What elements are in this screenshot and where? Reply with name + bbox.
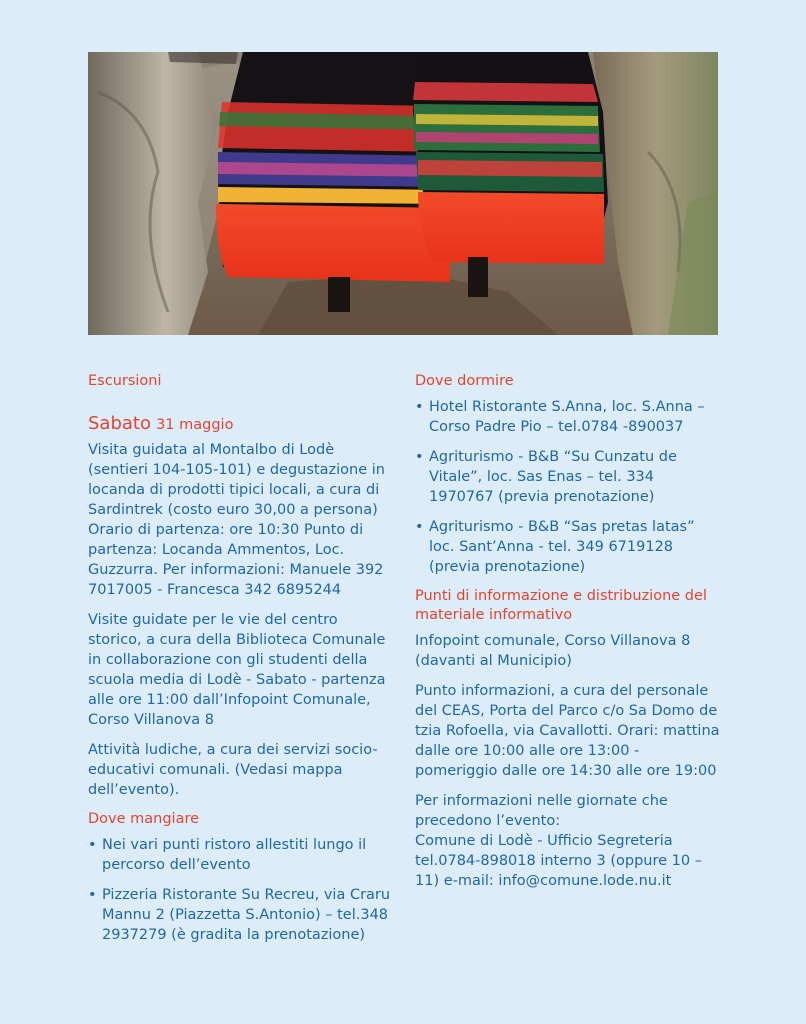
dove-dormire-heading: Dove dormire bbox=[415, 373, 514, 389]
centro-storico-paragraph: Visite guidate per le vie del centro storico, a cura della Biblioteca Comunale in collaborazione con gli studenti della scuola media di Lodè - Sabato - partenza alle ore 11:00 dall’Infopoint Comunale, Corso Villanova 8 bbox=[88, 612, 386, 728]
list-item: • Nei vari punti ristoro allestiti lungo il percorso dell’evento bbox=[88, 835, 394, 875]
punto-informazioni-paragraph: Punto informazioni, a cura del personale del CEAS, Porta del Parco c/o Sa Domo de tzia Rofoella, via Cavallotti. Orari: mattina dalle ore 10:00 alle ore 13:00 - pomeriggio dalle ore 14:30 alle ore 19:00 bbox=[415, 683, 720, 779]
list-item: • Hotel Ristorante S.Anna, loc. S.Anna – Corso Padre Pio – tel.0784 -890037 bbox=[415, 397, 720, 437]
event-date bbox=[88, 413, 394, 436]
dove-mangiare-list bbox=[88, 835, 394, 945]
dove-mangiare-heading: Dove mangiare bbox=[88, 811, 200, 827]
event-date-rest: 31 maggio bbox=[156, 417, 234, 433]
right-column bbox=[415, 372, 720, 901]
punti-informazione-heading: Punti di informazione e distribuzione del materiale informativo bbox=[415, 588, 707, 623]
escursioni-heading: Escursioni bbox=[88, 373, 162, 389]
per-informazioni-contact: Comune di Lodè - Ufficio Segreteria tel.0784-898018 interno 3 (oppure 10 – 11) e-mail: info@comune.lode.nu.it bbox=[415, 833, 702, 889]
hero-photo-illustration bbox=[88, 52, 718, 335]
per-informazioni-intro: Per informazioni nelle giornate che precedono l’evento: bbox=[415, 793, 668, 829]
list-item: • Agriturismo - B&B “Sas pretas latas” loc. Sant’Anna - tel. 349 6719128 (previa prenotazione) bbox=[415, 517, 720, 577]
montalbo-visit-paragraph: Visita guidata al Montalbo di Lodè (sentieri 104-105-101) e degustazione in locanda di prodotti tipici locali, a cura di Sardintrek (costo euro 30,00 a persona) Orario di partenza: ore 10:30 Punto di partenza: Locanda Ammentos, Loc. Guzzurra. Per informazioni: Manuele 392 7017005 - Francesca 342 6895244 bbox=[88, 442, 385, 598]
list-item: • Pizzeria Ristorante Su Recreu, via Craru Mannu 2 (Piazzetta S.Antonio) – tel.348 2937279 (è gradita la prenotazione) bbox=[88, 885, 394, 945]
attivita-ludiche-paragraph: Attività ludiche, a cura dei servizi socio-educativi comunali. (Vedasi mappa dell’evento). bbox=[88, 742, 378, 798]
dove-dormire-list bbox=[415, 397, 720, 577]
event-date-day: Sabato bbox=[88, 413, 151, 434]
infopoint-paragraph: Infopoint comunale, Corso Villanova 8 (davanti al Municipio) bbox=[415, 633, 691, 669]
left-column bbox=[88, 372, 394, 955]
list-item: • Agriturismo - B&B “Su Cunzatu de Vitale”, loc. Sas Enas – tel. 334 1970767 (previa prenotazione) bbox=[415, 447, 720, 507]
hero-photo-traditional-skirts bbox=[88, 52, 718, 335]
